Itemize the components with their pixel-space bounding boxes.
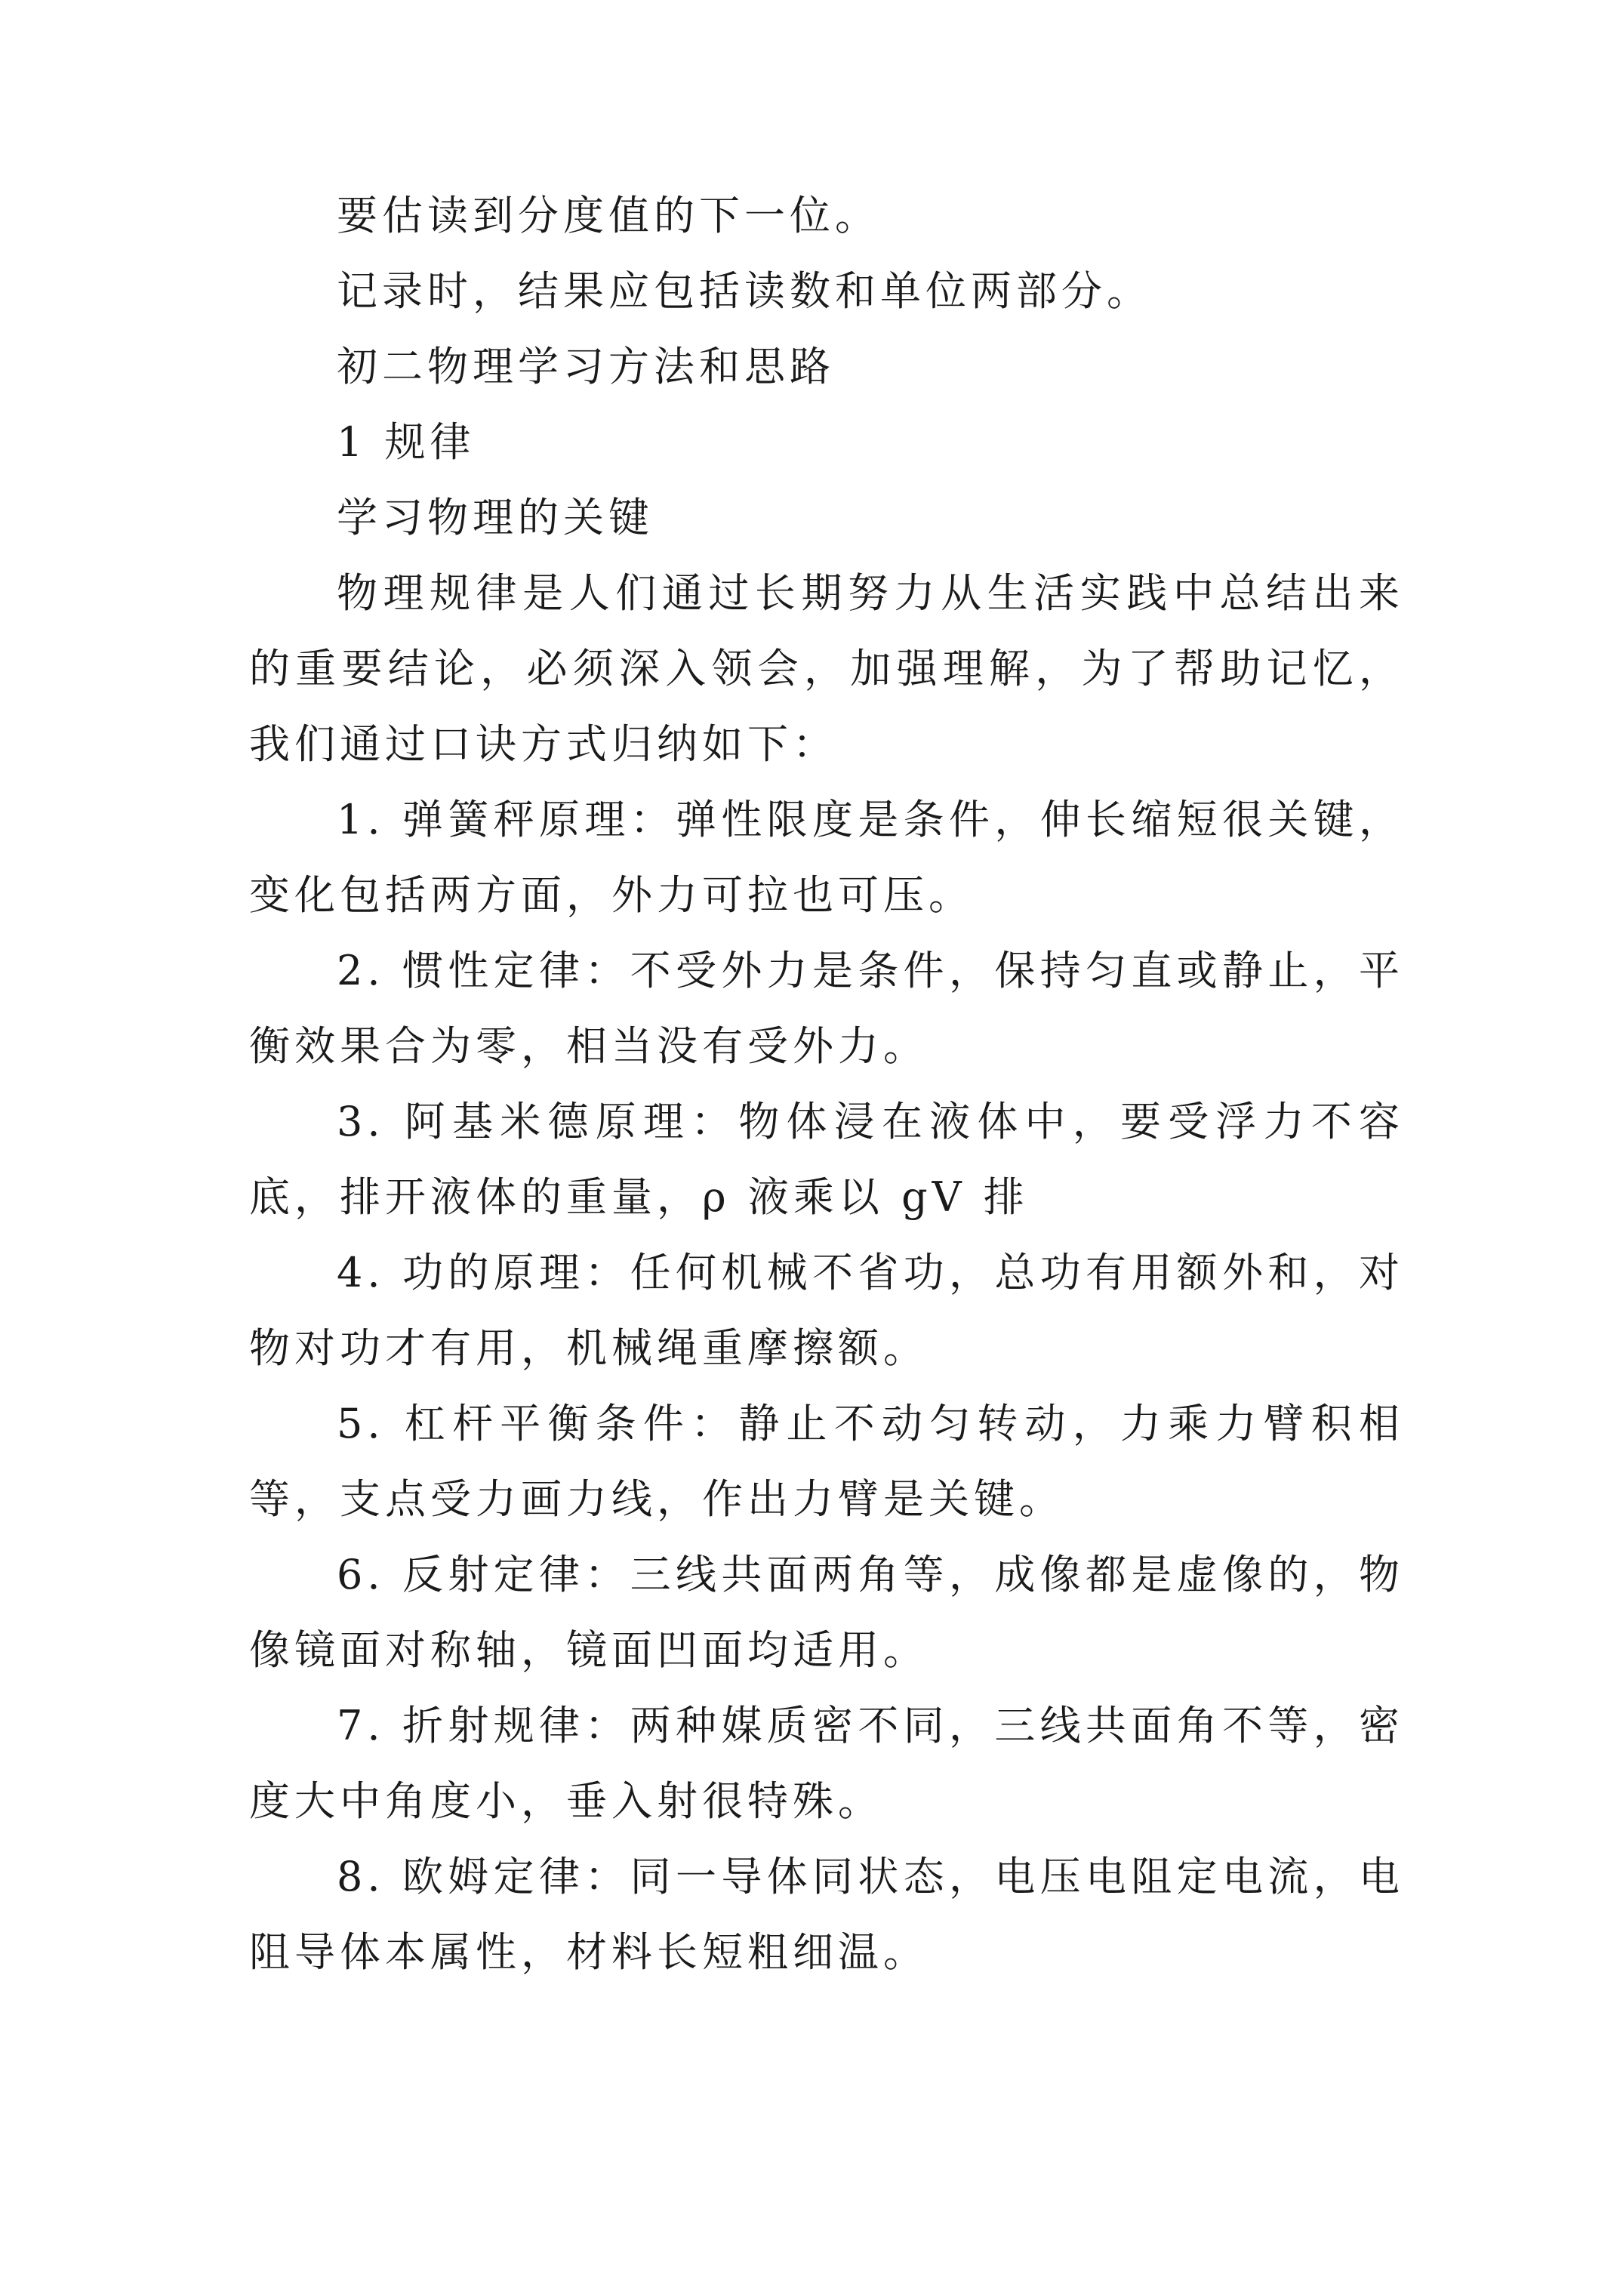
rule-item-2: 2. 惯性定律：不受外力是条件，保持匀直或静止，平衡效果合为零，相当没有受外力。 [249, 947, 1404, 1070]
rule-item-1: 1. 弹簧秤原理：弹性限度是条件，伸长缩短很关键，变化包括两方面，外力可拉也可压。 [249, 796, 1404, 919]
subsection-title: 学习物理的关键 [337, 494, 654, 541]
paragraph-1: 要估读到分度值的下一位。 [337, 192, 880, 239]
rule-item-6: 6. 反射定律：三线共面两角等，成像都是虚像的，物像镜面对称轴，镜面凹面均适用。 [249, 1551, 1404, 1674]
rule-item-3: 3. 阿基米德原理：物体浸在液体中，要受浮力不容底，排开液体的重量，ρ 液乘以 gV 排 [249, 1098, 1404, 1221]
paragraph-2: 记录时，结果应包括读数和单位两部分。 [337, 267, 1152, 315]
document-body [249, 178, 1404, 1990]
rule-item-4: 4. 功的原理：任何机械不省功，总功有用额外和，对物对功才有用，机械绳重摩擦额。 [249, 1249, 1404, 1372]
rule-item-8: 8. 欧姆定律：同一导体同状态，电压电阻定电流，电阻导体本属性，材料长短粗细温。 [249, 1853, 1404, 1976]
rule-item-5: 5. 杠杆平衡条件：静止不动匀转动，力乘力臂积相等，支点受力画力线，作出力臂是关键。 [249, 1400, 1404, 1523]
section-heading: 初二物理学习方法和思路 [337, 343, 835, 390]
subsection-number: 1 规律 [337, 418, 476, 466]
intro-paragraph: 物理规律是人们通过长期努力从生活实践中总结出来的重要结论，必须深入领会，加强理解，为了帮助记忆，我们通过口诀方式归纳如下： [249, 569, 1404, 768]
rule-item-7: 7. 折射规律：两种媒质密不同，三线共面角不等，密度大中角度小，垂入射很特殊。 [249, 1702, 1404, 1825]
